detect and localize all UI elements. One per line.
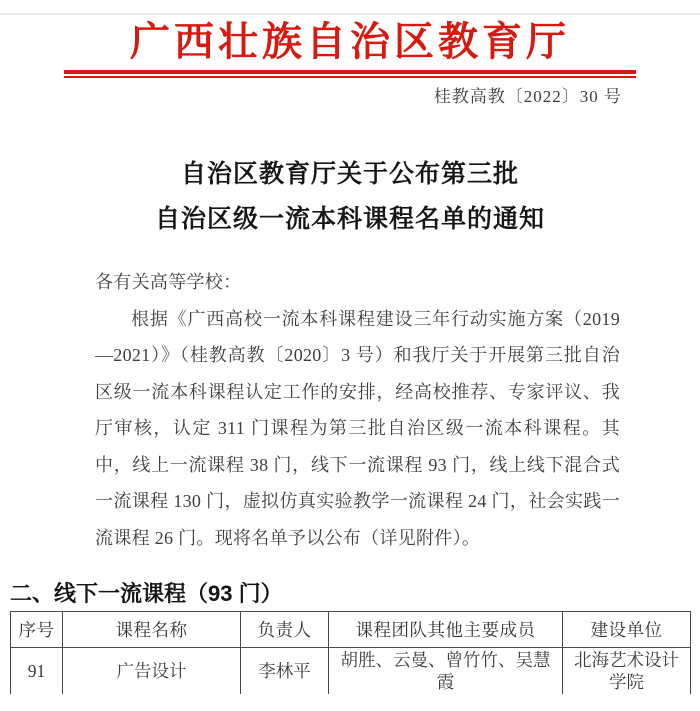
header-index: 序号 bbox=[11, 612, 63, 648]
header-leader: 负责人 bbox=[241, 612, 329, 648]
cell-team-members: 胡胜、云曼、曾竹竹、吴慧霞 bbox=[329, 648, 563, 695]
letterhead-divider-thin-rule bbox=[64, 76, 636, 78]
notice-title-line1: 自治区教育厅关于公布第三批 bbox=[180, 160, 519, 188]
agency-title: 广西壮族自治区教育厅 bbox=[130, 19, 570, 64]
section-heading: 二、线下一流课程（93 门） bbox=[10, 581, 283, 606]
table-header-row bbox=[11, 612, 691, 648]
cell-course-name: 广告设计 bbox=[63, 648, 241, 695]
courses-table bbox=[10, 611, 691, 694]
header-team-members: 课程团队其他主要成员 bbox=[329, 612, 563, 648]
header-course-name: 课程名称 bbox=[63, 612, 241, 648]
cell-leader: 李林平 bbox=[241, 648, 329, 695]
body-paragraph: 根据《广西高校一流本科课程建设三年行动实施方案（2019—2021）》（桂教高教〔2020〕3 号）和我厅关于开展第三批自治区级一流本科课程认定工作的安排，经高校推荐、专家评议、我厅审核，认定 311 门课程为第三批自治区级一流本科课程。其中，线上一流课程 38 门，线下一流课程 93 门，线上线下混合式一流课程 130 门，虚拟仿真实验教学一流课程 24 门，社会实践一流课程 26 门。现将名单予以公布（详见附件）。 bbox=[95, 308, 620, 548]
letterhead-divider bbox=[64, 70, 636, 78]
letterhead-divider-thick-rule bbox=[64, 70, 636, 74]
body-text bbox=[95, 264, 620, 556]
table-row bbox=[11, 648, 691, 695]
document-number: 桂教高教〔2022〕30 号 bbox=[433, 87, 622, 106]
cell-institution: 北海艺术设计学院 bbox=[563, 648, 691, 695]
cell-index: 91 bbox=[11, 648, 63, 695]
notice-title-line2: 自治区级一流本科课程名单的通知 bbox=[154, 205, 545, 233]
header-institution: 建设单位 bbox=[563, 612, 691, 648]
top-edge-rule bbox=[0, 13, 700, 15]
salutation: 各有关高等学校： bbox=[95, 272, 242, 292]
notice-title bbox=[0, 152, 700, 242]
